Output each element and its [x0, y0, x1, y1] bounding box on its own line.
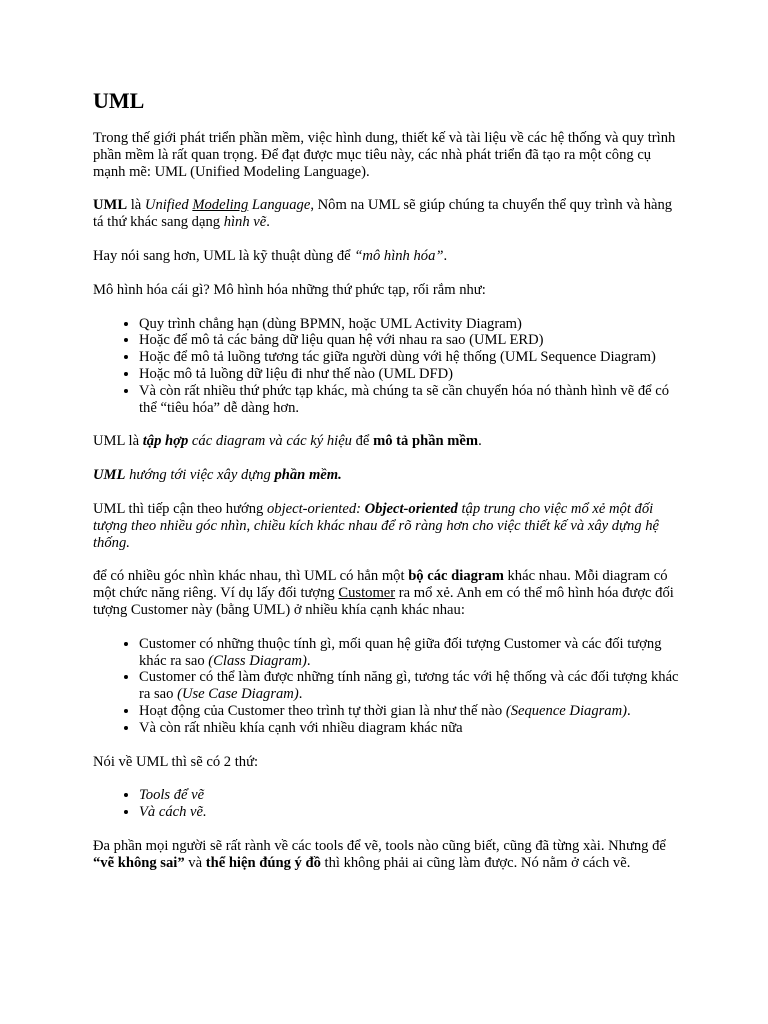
bo-cac-diagram-text: bộ các diagram [408, 568, 504, 585]
uml-term: UML [93, 197, 128, 214]
text-span: UML thì tiếp cận theo hướng [93, 500, 267, 517]
list-item [139, 720, 683, 737]
text-span: khác nhau. Mỗi diagram có một chức năng riêng. Ví dụ lấy đối tượng [93, 568, 668, 602]
page-title: UML [93, 88, 145, 113]
list-item: • Và còn rất nhiều thứ phức tạp khác, mà chúng ta sẽ cần chuyển hóa nó thành hình vẽ để có thể “tiêu hóa” dễ dàng hơn. [139, 383, 683, 417]
text-span: là [127, 197, 145, 214]
phan-mem-text: phần mềm. [274, 467, 342, 484]
text-span: để có nhiều góc nhìn khác nhau, thì UML có hẳn một [93, 568, 409, 585]
diagram-set-paragraph [93, 568, 683, 618]
text-span: UML là [93, 433, 143, 450]
text-span: Customer có thể làm được những tính năng gì, tương tác với hệ thống và các đối tượng khác ra sao [139, 669, 679, 703]
text-span: . [443, 247, 448, 264]
text-span: tập trung cho việc mổ xẻ một đối tượng theo nhiều góc nhìn, chiều kích khác nhau để rõ ràng hơn cho việc thiết kế và xây dựng hệ thống. [93, 500, 660, 551]
text-span: để [351, 433, 374, 450]
the-hien-dung-y-do-text: thể hiện đúng ý đồ [205, 854, 321, 871]
text-span: Customer có những thuộc tính gì, mối quan hệ giữa đối tượng Customer và các đối tượng khác ra sao [139, 635, 662, 669]
list-item: • Quy trình chẳng hạn (dùng BPMN, hoặc UML Activity Diagram) [139, 316, 683, 333]
list-item [139, 669, 683, 703]
text-span: thì không phải ai cũng làm được. Nó nằm ở cách vẽ. [320, 854, 631, 871]
question-paragraph: Mô hình hóa cái gì? Mô hình hóa những thứ phức tạp, rối rắm như: [93, 281, 486, 298]
text-span: các diagram và các ký hiệu [188, 433, 352, 450]
list-item: • Hoặc để mô tả luồng tương tác giữa người dùng với hệ thống (UML Sequence Diagram) [139, 349, 683, 366]
document-body [93, 88, 683, 889]
object-oriented-text: object-oriented: [266, 500, 365, 517]
text-span: Đa phần mọi người sẽ rất rành về các tools để vẽ, tools nào cũng biết, cũng đã từng xài. Nhưng để [93, 837, 666, 854]
uml-term: UML [93, 467, 126, 484]
text-span: . [478, 433, 482, 450]
text-span: Hoạt động của Customer theo trình tự thời gian là như thế nào [139, 702, 506, 719]
list-item [139, 703, 683, 720]
customer-text: Customer [338, 585, 396, 602]
text-span: Và còn rất nhiều khía cạnh với nhiều diagram khác nữa [139, 719, 463, 736]
hinh-ve-text: hình vẽ [223, 214, 267, 231]
unified-text: Unified [144, 197, 193, 214]
ve-khong-sai-text: “vẽ không sai” [93, 854, 185, 871]
tap-hop-text: tập hợp [142, 433, 189, 450]
language-text: Language [248, 197, 311, 214]
modeling-text: Modeling [192, 197, 249, 214]
list-item: • Và cách vẽ. [139, 804, 683, 821]
list-item [139, 636, 683, 670]
text-span: . [627, 702, 631, 719]
diagram-name: (Sequence Diagram) [505, 702, 627, 719]
text-span: , Nôm na UML sẽ giúp chúng ta chuyển thể quy trình và hàng tá thứ khác sang dạng [93, 197, 673, 231]
object-oriented-bold-text: Object-oriented [364, 500, 458, 517]
conclusion-paragraph [93, 838, 683, 872]
diagram-name: (Class Diagram) [208, 652, 307, 669]
two-things-paragraph: Nói về UML thì sẽ có 2 thứ: [93, 753, 259, 770]
text-span: . [306, 652, 311, 669]
list-item: • Tools để vẽ [139, 787, 683, 804]
list-item: • Hoặc mô tả luồng dữ liệu đi như thế nào (UML DFD) [139, 366, 683, 383]
text-span: . [266, 214, 270, 231]
text-span: Hay nói sang hơn, UML là kỹ thuật dùng để [93, 247, 355, 264]
customer-aspects-list [93, 636, 683, 737]
quote-text: “mô hình hóa” [354, 247, 444, 264]
uml-set-paragraph [93, 433, 683, 450]
text-span: . [298, 686, 303, 703]
diagram-name: (Use Case Diagram) [177, 686, 299, 703]
text-span: và [184, 854, 206, 871]
mo-ta-phan-mem-text: mô tả phần mềm [373, 433, 479, 450]
intro-paragraph: Trong thế giới phát triển phần mềm, việc hình dung, thiết kế và tài liệu về các hệ thống và quy trình phần mềm là rất quan trọng. Để đạt được mục tiêu này, các nhà phát triển đã tạo ra một công cụ mạnh mẽ: UML (Unified Modeling Language). [93, 130, 676, 180]
text-span: ra mổ xẻ. Anh em có thể mô hình hóa được đối tượng Customer này (bằng UML) ở nhiều khía cạnh khác nhau: [93, 585, 674, 618]
uml-goal-paragraph [93, 467, 683, 484]
modeling-examples-list [93, 316, 683, 417]
modeling-paragraph [93, 248, 683, 265]
object-oriented-paragraph [93, 501, 683, 551]
definition-paragraph [93, 197, 683, 231]
text-span: hướng tới việc xây dựng [125, 467, 275, 484]
two-things-list [93, 787, 683, 821]
list-item: • Hoặc để mô tả các bảng dữ liệu quan hệ với nhau ra sao (UML ERD) [139, 332, 683, 349]
